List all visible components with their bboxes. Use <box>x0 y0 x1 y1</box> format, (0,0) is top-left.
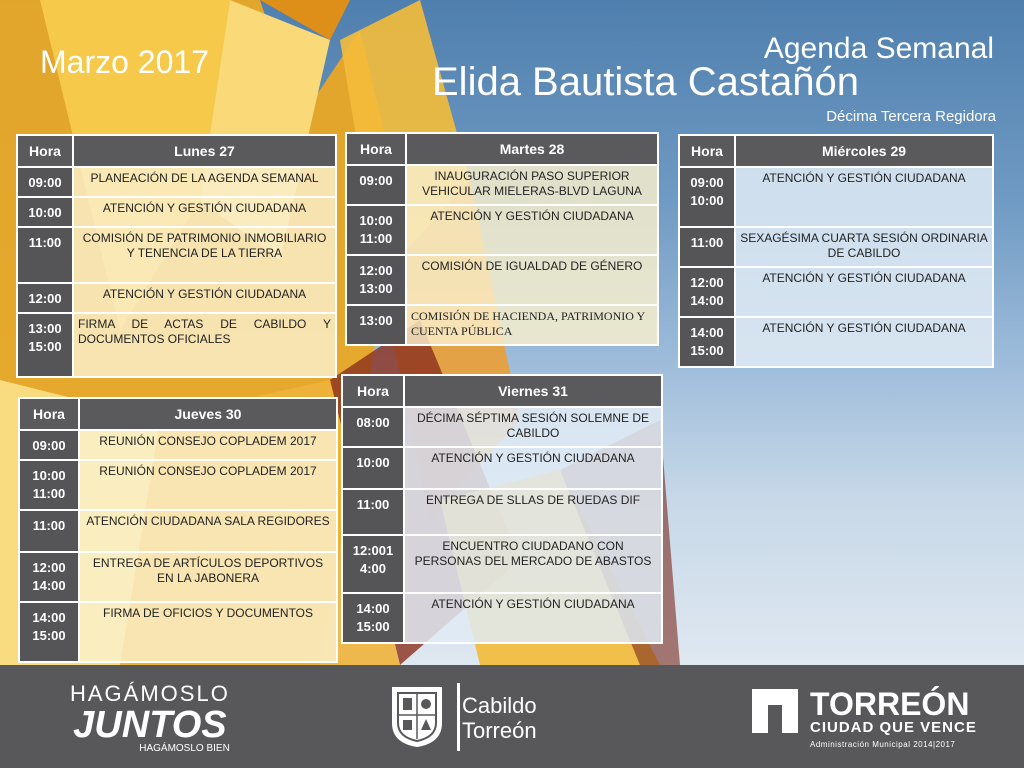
agenda-table-jueves <box>18 397 338 663</box>
footer-divider <box>457 683 460 751</box>
activity-cell: DÉCIMA SÉPTIMA SESIÓN SOLEMNE DE CABILDO <box>404 407 662 447</box>
hour-cell: 10:00 <box>17 197 73 227</box>
hour-header: Hora <box>679 135 735 167</box>
logo-line-2: JUNTOS <box>73 704 227 746</box>
hour-cell: 09:00 <box>346 165 406 205</box>
activity-cell: ATENCIÓN Y GESTIÓN CIUDADANA <box>404 593 662 643</box>
hour-cell: 12:00 13:00 <box>346 255 406 305</box>
official-role: Décima Tercera Regidora <box>826 108 996 125</box>
activity-cell: ATENCIÓN Y GESTIÓN CIUDADANA <box>73 283 336 313</box>
table-row <box>346 305 658 345</box>
table-row <box>17 167 336 197</box>
activity-cell: INAUGURACIÓN PASO SUPERIOR VEHICULAR MIELERAS-BLVD LAGUNA <box>406 165 658 205</box>
hagamoslo-juntos-logo <box>70 681 230 754</box>
hour-cell: 12:001 4:00 <box>342 535 404 593</box>
activity-cell: ATENCIÓN Y GESTIÓN CIUDADANA <box>735 317 993 367</box>
torreon-line-3: Administración Municipal 2014|2017 <box>810 740 956 749</box>
agenda-table-lunes <box>16 134 337 378</box>
month-title: Marzo 2017 <box>40 44 209 80</box>
agenda-table-viernes <box>341 374 663 644</box>
hour-cell: 14:00 15:00 <box>679 317 735 367</box>
activity-cell: FIRMA DE OFICIOS Y DOCUMENTOS <box>79 602 337 662</box>
hour-cell: 12:00 14:00 <box>19 552 79 602</box>
hour-header: Hora <box>19 398 79 430</box>
activity-cell: ENCUENTRO CIUDADANO CON PERSONAS DEL MERCADO DE ABASTOS <box>404 535 662 593</box>
logo-line-3: HAGÁMOSLO BIEN <box>139 743 230 754</box>
activity-cell: ATENCIÓN Y GESTIÓN CIUDADANA <box>735 267 993 317</box>
table-row <box>17 283 336 313</box>
table-row <box>679 227 993 267</box>
hour-header: Hora <box>346 133 406 165</box>
hour-cell: 09:00 <box>17 167 73 197</box>
table-row <box>17 197 336 227</box>
activity-cell: ENTREGA DE ARTÍCULOS DEPORTIVOS EN LA JABONERA <box>79 552 337 602</box>
activity-cell: REUNIÓN CONSEJO COPLADEM 2017 <box>79 460 337 510</box>
table-row <box>342 447 662 489</box>
coat-of-arms-icon <box>388 683 446 749</box>
table-row <box>19 510 337 552</box>
activity-cell: ATENCIÓN CIUDADANA SALA REGIDORES <box>79 510 337 552</box>
torreon-line-2: CIUDAD QUE VENCE <box>810 719 977 736</box>
hour-cell: 13:00 <box>346 305 406 345</box>
hour-cell: 09:00 <box>19 430 79 460</box>
table-row <box>17 313 336 377</box>
day-header-martes: Martes 28 <box>406 133 658 165</box>
table-row <box>679 317 993 367</box>
activity-cell: REUNIÓN CONSEJO COPLADEM 2017 <box>79 430 337 460</box>
table-row <box>342 535 662 593</box>
day-header-lunes: Lunes 27 <box>73 135 336 167</box>
table-row <box>346 165 658 205</box>
table-row <box>17 227 336 283</box>
table-row <box>19 602 337 662</box>
torreon-line-1: TORREÓN <box>810 686 970 722</box>
activity-cell: PLANEACIÓN DE LA AGENDA SEMANAL <box>73 167 336 197</box>
logo-line-1: HAGÁMOSLO <box>70 681 230 706</box>
cabildo-torreon-logo <box>462 693 537 743</box>
torreon-tower-icon <box>752 689 798 733</box>
hour-cell: 11:00 <box>17 227 73 283</box>
hour-cell: 11:00 <box>679 227 735 267</box>
hour-header: Hora <box>342 375 404 407</box>
hour-cell: 09:00 10:00 <box>679 167 735 227</box>
official-name: Elida Bautista Castañón <box>432 60 859 104</box>
activity-cell: SEXAGÉSIMA CUARTA SESIÓN ORDINARIA DE CABILDO <box>735 227 993 267</box>
activity-cell: COMISIÓN DE HACIENDA, PATRIMONIO Y CUENTA PÚBLICA <box>406 305 658 345</box>
agenda-title: Agenda Semanal <box>763 32 994 65</box>
activity-cell: ATENCIÓN Y GESTIÓN CIUDADANA <box>406 205 658 255</box>
table-row <box>679 167 993 227</box>
table-row <box>346 205 658 255</box>
hour-cell: 08:00 <box>342 407 404 447</box>
footer-bar <box>0 665 1024 768</box>
activity-cell: ATENCIÓN Y GESTIÓN CIUDADANA <box>73 197 336 227</box>
activity-cell: FIRMA DE ACTAS DE CABILDO Y DOCUMENTOS OFICIALES <box>73 313 336 377</box>
agenda-table-miercoles <box>678 134 994 368</box>
cabildo-line-2: Torreón <box>462 718 537 743</box>
day-header-viernes: Viernes 31 <box>404 375 662 407</box>
torreon-logo <box>810 686 977 749</box>
hour-cell: 11:00 <box>342 489 404 535</box>
activity-cell: ENTREGA DE SLLAS DE RUEDAS DIF <box>404 489 662 535</box>
day-header-jueves: Jueves 30 <box>79 398 337 430</box>
hour-cell: 10:00 11:00 <box>346 205 406 255</box>
hour-cell: 14:00 15:00 <box>342 593 404 643</box>
hour-cell: 11:00 <box>19 510 79 552</box>
table-row <box>342 489 662 535</box>
hour-cell: 12:00 <box>17 283 73 313</box>
table-row <box>342 407 662 447</box>
table-row <box>342 593 662 643</box>
hour-cell: 14:00 15:00 <box>19 602 79 662</box>
table-row <box>19 430 337 460</box>
hour-header: Hora <box>17 135 73 167</box>
hour-cell: 13:00 15:00 <box>17 313 73 377</box>
hour-cell: 12:00 14:00 <box>679 267 735 317</box>
table-row <box>679 267 993 317</box>
cabildo-line-1: Cabildo <box>462 693 537 718</box>
hour-cell: 10:00 11:00 <box>19 460 79 510</box>
agenda-table-martes <box>345 132 659 346</box>
table-row <box>19 552 337 602</box>
hour-cell: 10:00 <box>342 447 404 489</box>
activity-cell: ATENCIÓN Y GESTIÓN CIUDADANA <box>735 167 993 227</box>
table-row <box>346 255 658 305</box>
day-header-miercoles: Miércoles 29 <box>735 135 993 167</box>
activity-cell: COMISIÓN DE IGUALDAD DE GÉNERO <box>406 255 658 305</box>
table-row <box>19 460 337 510</box>
activity-cell: COMISIÓN DE PATRIMONIO INMOBILIARIO Y TENENCIA DE LA TIERRA <box>73 227 336 283</box>
activity-cell: ATENCIÓN Y GESTIÓN CIUDADANA <box>404 447 662 489</box>
